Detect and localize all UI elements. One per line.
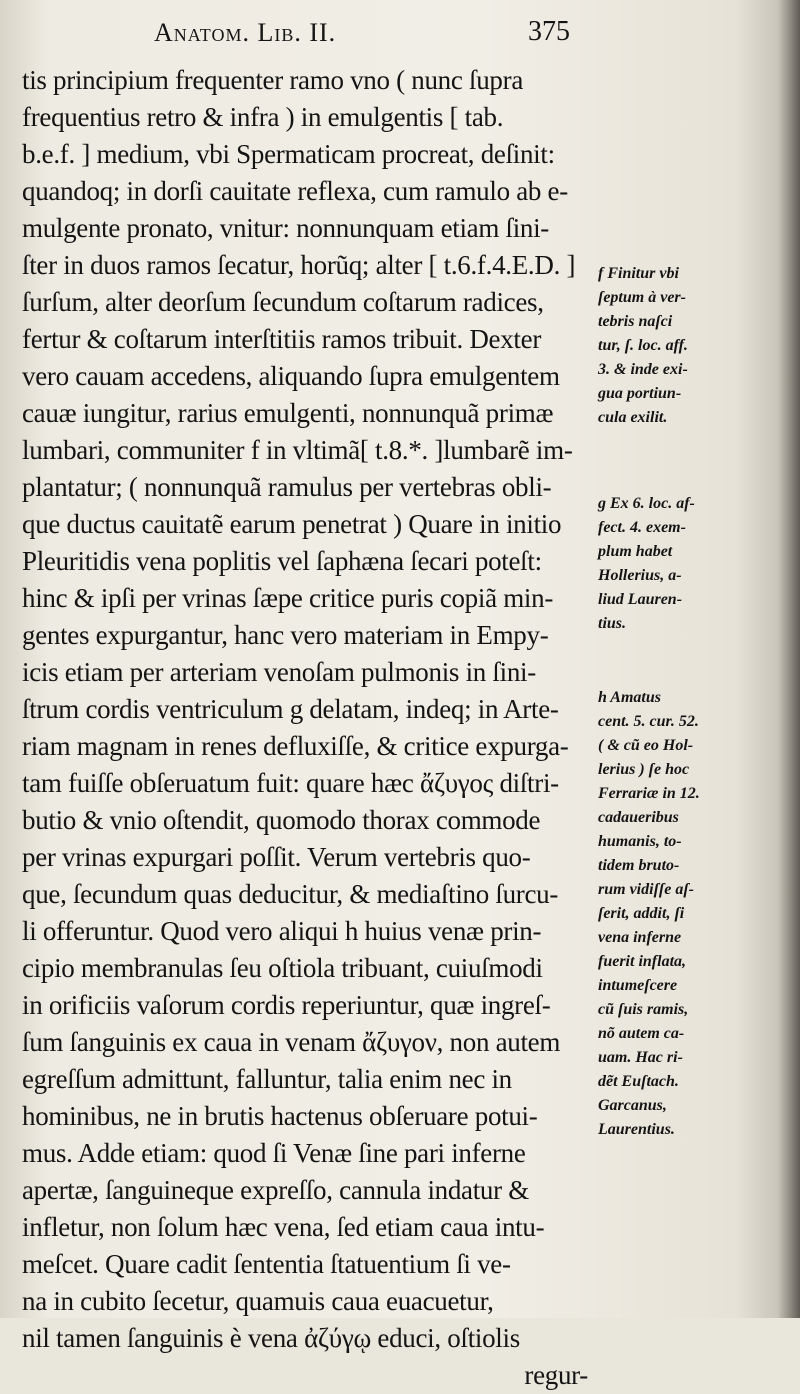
text-line: butio & vnio oſtendit, quomodo thorax commode (22, 805, 541, 835)
text-line: na in cubito ſecetur, quamuis caua euacuetur, (22, 1286, 494, 1316)
note-line: dẽt Euſtach. (598, 1073, 679, 1090)
text-line: plantatur; ( nonnunquã ramulus per vertebras obli- (22, 472, 552, 502)
note-line: 3. & inde exi- (598, 361, 688, 378)
note-line: plum habet (598, 543, 673, 560)
note-line: tius. (598, 615, 627, 632)
text-line: ſurſum, alter deorſum ſecundum coſtarum radices, (22, 287, 544, 317)
note-line: liud Lauren- (598, 591, 683, 608)
note-line: g Ex 6. loc. af- (598, 495, 695, 512)
text-line: tis principium frequenter ramo vno ( nunc ſupra (22, 65, 523, 95)
note-line: cadaueribus (598, 809, 679, 826)
text-line: infletur, non ſolum hæc vena, ſed etiam caua intu- (22, 1212, 545, 1242)
note-line: tur, ſ. loc. aff. (598, 337, 688, 354)
text-line: Pleuritidis vena poplitis vel ſaphæna ſecari poteſt: (22, 546, 542, 576)
page-header (140, 14, 580, 54)
page-number: 375 (528, 16, 570, 47)
text-line: icis etiam per arteriam venoſam pulmonis in ſini- (22, 657, 536, 687)
marginal-notes (598, 262, 778, 1142)
running-head: Anatom. Lib. II. (154, 18, 337, 47)
text-line: riam magnam in renes defluxiſſe, & critice expurga- (22, 731, 569, 761)
text-line: tam fuiſſe obſeruatum fuit: quare hæc ἄζυγος diſtri- (22, 768, 559, 798)
note-line: cent. 5. cur. 52. (598, 713, 699, 730)
text-line: egreſſum admittunt, falluntur, talia enim nec in (22, 1064, 512, 1094)
note-line: ( & cũ eo Hol- (598, 737, 694, 754)
main-text-block (22, 62, 588, 1394)
text-line: que ductus cauitatẽ earum penetrat ) Quare in initio (22, 509, 562, 539)
note-line: nõ autem ca- (598, 1025, 685, 1042)
note-line: tidem bruto- (598, 857, 680, 874)
page-gutter-shadow (778, 0, 800, 1318)
note-line: Hollerius, a- (598, 567, 682, 584)
text-line: li offeruntur. Quod vero aliqui h huius venæ prin- (22, 916, 542, 946)
text-line: cipio membranulas ſeu oſtiola tribuant, cuiuſmodi (22, 953, 543, 983)
text-line: b.e.f. ] medium, vbi Spermaticam procreat, deſinit: (22, 139, 555, 169)
note-line: Laurentius. (598, 1121, 675, 1138)
text-line: ſum ſanguinis ex caua in venam ἄζυγον, non autem (22, 1027, 561, 1057)
note-line: tebris naſci (598, 313, 673, 330)
text-line: nil tamen ſanguinis è vena ἀζύγῳ educi, oſtiolis (22, 1323, 520, 1353)
margin-note-g (598, 492, 778, 636)
text-line: hominibus, ne in brutis hactenus obſeruare potui- (22, 1101, 538, 1131)
text-line: mulgente pronato, vnitur: nonnunquam etiam ſini- (22, 213, 549, 243)
text-line: lumbari, communiter f in vltimã[ t.8.*. ]lumbarẽ im- (22, 435, 573, 465)
note-line: Ferrariæ in 12. (598, 785, 700, 802)
text-line: quandoq; in dorſi cauitate reflexa, cum ramulo ab e- (22, 176, 568, 206)
text-line: mus. Adde etiam: quod ſi Venæ ſine pari inferne (22, 1138, 526, 1168)
note-line: h Amatus (598, 689, 661, 706)
note-line: lerius ) ſe hoc (598, 761, 690, 778)
note-line: f Finitur vbi (598, 265, 679, 282)
note-line: cũ ſuis ramis, (598, 1001, 689, 1018)
text-line: in orificiis vaſorum cordis reperiuntur, quæ ingreſ- (22, 990, 551, 1020)
note-line: vena inferne (598, 929, 682, 946)
text-line: frequentius retro & infra ) in emulgentis [ tab. (22, 102, 504, 132)
note-line: intumeſcere (598, 977, 678, 994)
note-line: gua portiun- (598, 385, 682, 402)
text-line: per vrinas expurgari poſſit. Verum vertebris quo- (22, 842, 531, 872)
text-line: cauæ iungitur, rarius emulgenti, nonnunquã primæ (22, 398, 554, 428)
text-line: hinc & ipſi per vrinas ſæpe critice puris copiã min- (22, 583, 554, 613)
note-line: Garcanus, (598, 1097, 667, 1114)
note-line: cula exilit. (598, 409, 668, 426)
note-spacer (598, 636, 778, 686)
text-line: apertæ, ſanguineque expreſſo, cannula indatur & (22, 1175, 529, 1205)
note-line: ſeptum à ver- (598, 289, 686, 306)
text-line: ſter in duos ramos ſecatur, horũq; alter [ t.6.f.4.E.D. ] (22, 250, 576, 280)
text-line: vero cauam accedens, aliquando ſupra emulgentem (22, 361, 560, 391)
text-line: ſtrum cordis ventriculum g delatam, indeq; in Arte- (22, 694, 559, 724)
note-line: fect. 4. exem- (598, 519, 686, 536)
text-line: gentes expurgantur, hanc vero materiam in Empy- (22, 620, 549, 650)
text-line: fertur & coſtarum interſtitiis ramos tribuit. Dexter (22, 324, 542, 354)
catchword: regur- (524, 1360, 588, 1390)
text-line: que, ſecundum quas deducitur, & mediaſtino ſurcu- (22, 879, 559, 909)
note-line: fuerit inflata, (598, 953, 687, 970)
text-line: meſcet. Quare cadit ſententia ſtatuentium ſi ve- (22, 1249, 511, 1279)
note-line: ſerit, addit, ſi (598, 905, 685, 922)
margin-note-h (598, 686, 778, 1142)
note-line: rum vidiſſe aſ- (598, 881, 694, 898)
note-line: uam. Hac ri- (598, 1049, 683, 1066)
note-line: humanis, to- (598, 833, 682, 850)
note-spacer (598, 430, 778, 492)
margin-note-f (598, 262, 778, 430)
